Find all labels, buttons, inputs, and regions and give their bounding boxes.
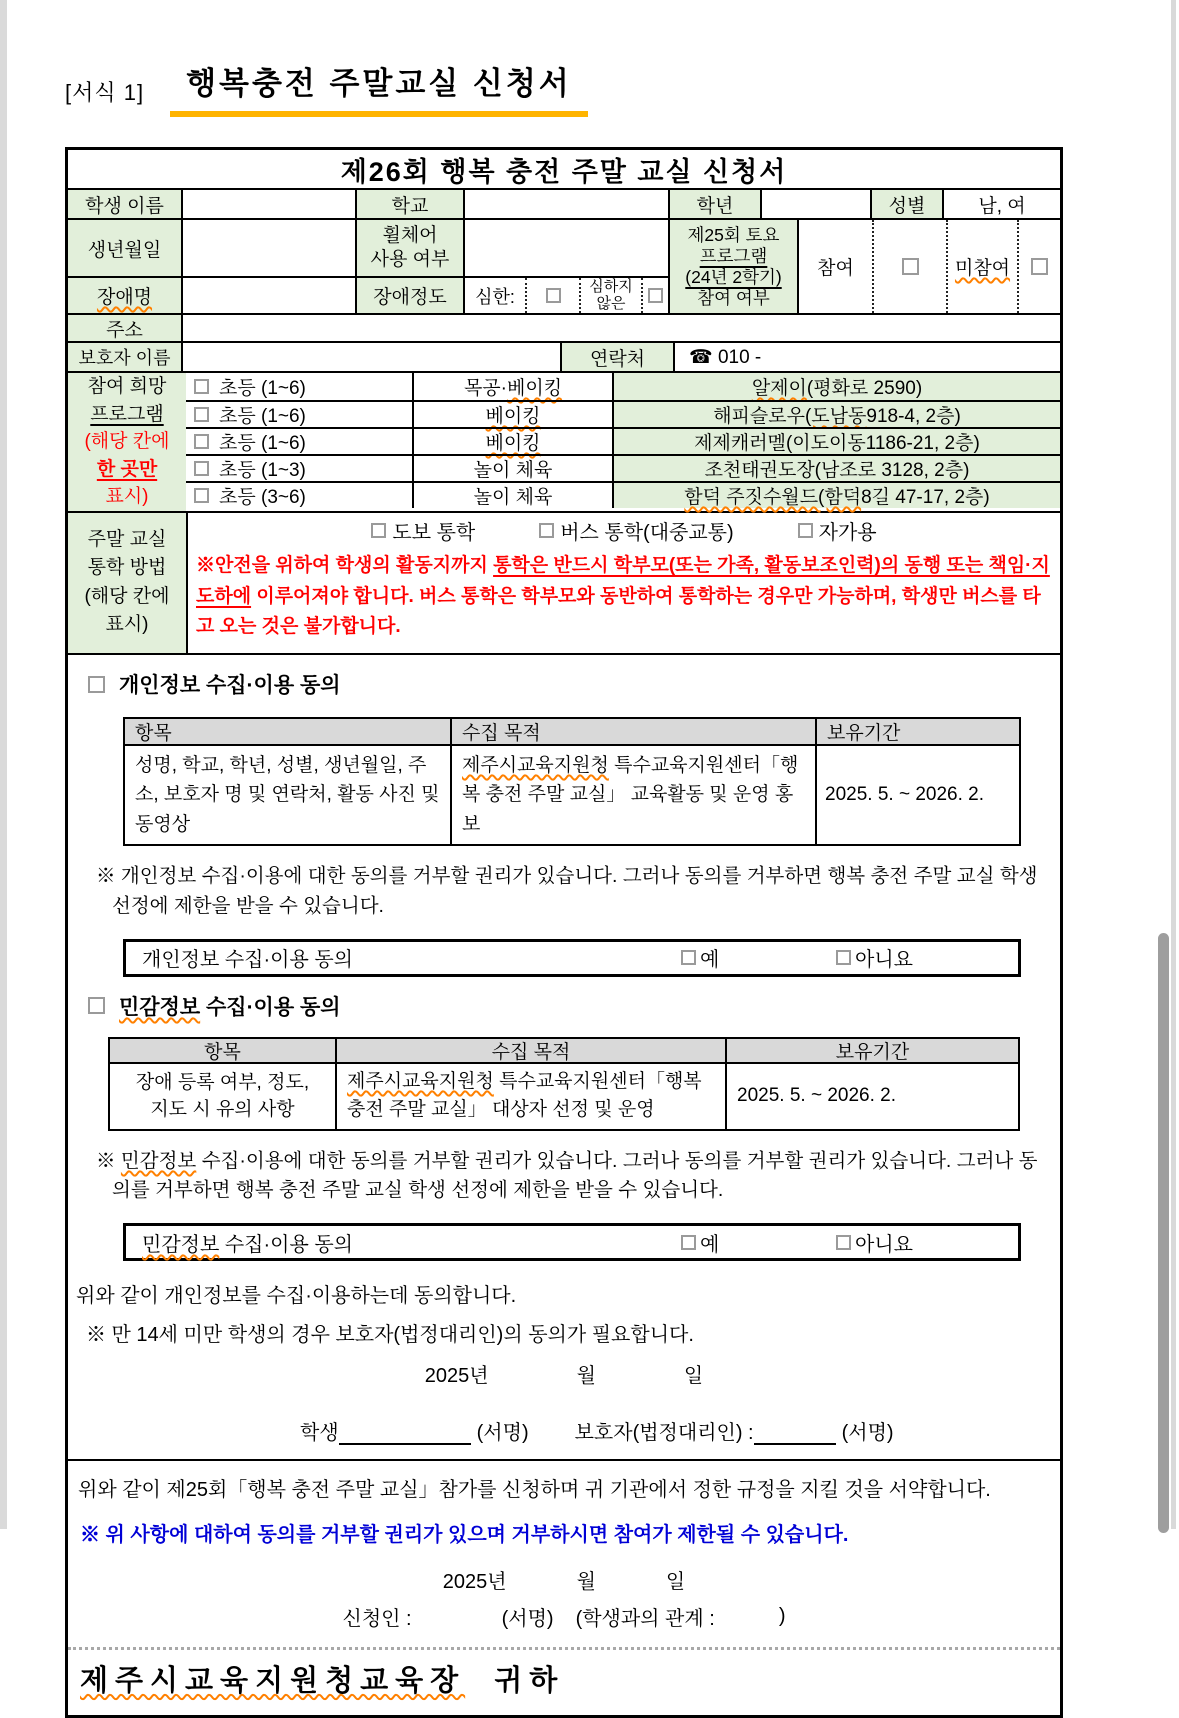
address-label: 주소 — [68, 315, 181, 341]
privacy-col-items: 항목 — [135, 723, 172, 745]
car-checkbox[interactable] — [798, 523, 813, 538]
consent-section — [68, 653, 1060, 1459]
sensitive-table — [108, 1037, 1020, 1131]
program-5-checkbox[interactable] — [194, 488, 209, 503]
sensitive-purpose: 제주시교육지원청 특수교육지원센터「행복 충전 주말 교실」 대상자 선정 및 운영 — [335, 1064, 725, 1129]
birthdate-label: 생년월일 — [87, 239, 162, 261]
recipient-name: 제주시교육지원청교육장 — [80, 1665, 466, 1698]
program-1-grade: 초등 (1~6) — [186, 373, 412, 400]
walk-option: 도보 통학 — [371, 516, 475, 545]
gender-value: 남, 여 — [942, 190, 1060, 218]
relation-blank[interactable] — [715, 1606, 779, 1628]
program-4-checkbox[interactable] — [194, 461, 209, 476]
pledge-date-line — [68, 1565, 1060, 1594]
transport-block-label: 주말 교실 통학 방법 (해당 칸에 표시) — [68, 513, 186, 653]
col-inputs-2 — [463, 220, 668, 313]
privacy-table-header — [125, 719, 1019, 744]
col-labels — [68, 220, 181, 313]
privacy-items: 성명, 학교, 학년, 성별, 생년월일, 주소, 보호자 명 및 연락처, 활동 사진 및 동영상 — [135, 755, 440, 835]
privacy-note: ※ 개인정보 수집·이용에 대한 동의를 거부할 권리가 있습니다. 그러나 동의를 거부하면 행복 충전 주말 교실 학생 선정에 제한을 받을 수 있습니다. — [96, 865, 1038, 917]
bus-checkbox[interactable] — [539, 523, 554, 538]
pledge-day: 일 — [665, 1571, 686, 1594]
relation-close: ) — [778, 1605, 786, 1628]
sensitive-no-checkbox[interactable] — [836, 1235, 851, 1250]
attend-checkbox[interactable] — [902, 258, 919, 275]
gender-label: 성별 — [870, 190, 942, 218]
attend-checkbox-cell — [872, 220, 946, 313]
program-block — [68, 371, 1060, 511]
program-3-checkbox[interactable] — [194, 434, 209, 449]
attend-label: 참여 — [817, 258, 854, 279]
privacy-consent-label: 개인정보 수집·이용 동의 — [142, 949, 353, 972]
not-severe-label: 심하지 않은 — [579, 278, 641, 313]
scrollbar-thumb[interactable] — [1158, 933, 1169, 1533]
application-form-table — [65, 147, 1063, 1718]
program-4-grade: 초등 (1~3) — [186, 456, 412, 481]
declaration-date-line — [68, 1359, 1060, 1388]
not-attend-label: 미참여 — [946, 220, 1017, 313]
program-5-grade: 초등 (3~6) — [186, 483, 412, 508]
phone-input-cell[interactable]: ☎ 010 - — [673, 343, 1060, 371]
program-4-name: 놀이 체육 — [412, 456, 612, 481]
disability-degree-label: 장애정도 — [357, 276, 463, 313]
pledge-section — [68, 1459, 1060, 1715]
guardian-row — [68, 341, 1060, 371]
saturday-program-label: 제25회 토요 프로그램 (24년 2학기) 참여 여부 — [668, 220, 797, 313]
applicant-label: 신청인 : — [342, 1608, 412, 1631]
sensitive-yes-option: 예 — [681, 1228, 836, 1257]
privacy-yes-option: 예 — [681, 943, 836, 972]
sensitive-period: 2025. 5. ~ 2026. 2. — [725, 1064, 1018, 1129]
birth-disability-rows — [68, 218, 1060, 313]
privacy-no-option: 아니요 — [836, 943, 913, 972]
student-sign-suffix: (서명) — [476, 1422, 529, 1445]
col-labels-2 — [355, 220, 463, 313]
program-row-5 — [186, 481, 1060, 508]
program-row-4 — [186, 454, 1060, 481]
privacy-table-row — [125, 744, 1019, 844]
declaration-year: 2025년 — [424, 1365, 489, 1388]
program-rows — [186, 373, 1060, 511]
declaration-day: 일 — [683, 1365, 704, 1388]
sensitive-col-purpose: 수집 목적 — [335, 1039, 725, 1062]
privacy-section-checkbox[interactable] — [88, 676, 105, 693]
program-1-location: 알제이 (평화로 2590) — [612, 373, 1060, 400]
sensitive-consent-header — [88, 991, 1060, 1021]
address-input-cell[interactable] — [181, 315, 1060, 341]
program-1-checkbox[interactable] — [194, 379, 209, 394]
privacy-consent-header: 개인정보 수집·이용 동의 — [88, 669, 1060, 699]
birthdate-input-cell[interactable] — [183, 220, 355, 276]
program-4-location: 조천태권도장(남조로 3128, 2층) — [612, 456, 1060, 481]
program-2-name: 베이킹 — [412, 402, 612, 427]
sensitive-consent-box — [123, 1223, 1021, 1261]
student-row — [68, 188, 1060, 218]
program-5-name: 놀이 체육 — [412, 483, 612, 508]
program-5-location: 함덕 주짓수월드(함덕 8길 47-17, 2층) — [612, 483, 1060, 508]
privacy-col-purpose: 수집 목적 — [450, 719, 815, 744]
disability-name-label: 장애명 — [68, 276, 181, 313]
privacy-col-period: 보유기간 — [815, 719, 1019, 744]
signature-line — [68, 1416, 1060, 1445]
privacy-period: 2025. 5. ~ 2026. 2. — [815, 746, 1019, 844]
document-title: 행복충전 주말교실 신청서 — [170, 58, 588, 117]
sensitive-yes-checkbox[interactable] — [681, 1235, 696, 1250]
privacy-no-checkbox[interactable] — [836, 950, 851, 965]
program-3-name: 베이킹 — [412, 429, 612, 454]
guardian-sign-suffix: (서명) — [841, 1422, 894, 1445]
student-name-input-cell[interactable] — [181, 190, 355, 218]
refusal-right-note: ※ 위 사항에 대하여 동의를 거부할 권리가 있으며 거부하시면 참여가 제한될 수 있습니다. — [80, 1524, 849, 1547]
form-title: 제26회 행복 충전 주말 교실 신청서 — [340, 156, 788, 187]
walk-checkbox[interactable] — [371, 523, 386, 538]
guardian-signature-blank[interactable] — [754, 1421, 836, 1445]
privacy-yes-checkbox[interactable] — [681, 950, 696, 965]
transport-options — [188, 513, 1060, 549]
school-input-cell[interactable] — [463, 190, 668, 218]
transport-block — [68, 511, 1060, 653]
sensitive-title: 민감정보 수집·이용 동의 — [119, 995, 341, 1019]
car-option: 자가용 — [798, 516, 877, 545]
recipient-line — [68, 1650, 1060, 1709]
sensitive-note: ※ 민감정보 수집·이용에 대한 동의를 거부할 권리가 있습니다. 그러나 동의를 거부할 권리가 있습니다. 그러나 동의를 거부하면 행복 충전 주말 교실 학생 선정에 제한을 받을 수 있습니다. — [96, 1149, 1038, 1202]
applicant-sign-suffix: (서명) — [501, 1608, 554, 1631]
minor-consent-note: ※ 만 14세 미만 학생의 경우 보호자(법정대리인)의 동의가 필요합니다. — [86, 1324, 694, 1347]
sensitive-col-items: 항목 — [204, 1041, 241, 1063]
sensitive-table-row — [110, 1062, 1018, 1129]
transport-safety-note: ※안전을 위하여 학생의 활동지까지 통학은 반드시 학부모(또는 가족, 활동보조인력)의 동행 또는 책임·지도하에 이루어져야 합니다. 버스 통학은 학부모와 동반하여 통학하는 경우만 가능하며, 학생만 버스를 타고 오는 것은 불가합니다. — [196, 554, 1050, 638]
applicant-signature-blank[interactable] — [412, 1606, 502, 1628]
not-attend-checkbox[interactable] — [1031, 258, 1048, 275]
sensitive-table-header — [110, 1039, 1018, 1062]
contact-label: 연락처 — [560, 343, 673, 371]
program-2-location: 해피슬로우 (도남동 918-4, 2층) — [612, 402, 1060, 427]
recipient-suffix: 귀하 — [494, 1665, 565, 1698]
pledge-month: 월 — [576, 1571, 596, 1594]
document — [65, 58, 1063, 1718]
program-3-location: 제제캐러멜(이도이동1186-21, 2층) — [612, 429, 1060, 454]
privacy-table — [123, 717, 1021, 846]
severe-checkbox[interactable] — [546, 288, 561, 303]
sensitive-section-checkbox[interactable] — [88, 997, 105, 1014]
guardian-sign-label: 보호자(법정대리인) : — [574, 1422, 754, 1445]
form-tag: [서식 1] — [65, 80, 145, 105]
program-block-label: 참여 희망 프로그램 (해당 칸에 한 곳만 표시) — [68, 373, 186, 511]
pledge-statement: 위와 같이 제25회「행복 충전 주말 교실」참가를 신청하며 귀 기관에서 정한 규정을 지킬 것을 서약합니다. — [78, 1479, 991, 1502]
sensitive-col-period: 보유기간 — [725, 1039, 1018, 1062]
grade-input-cell[interactable] — [760, 190, 870, 218]
program-1-name: 목공· 베이킹 — [412, 373, 612, 400]
guardian-name-input-cell[interactable] — [181, 343, 560, 371]
page-left-edge — [0, 0, 7, 1529]
program-2-grade: 초등 (1~6) — [186, 402, 412, 427]
student-sign-label: 학생 — [300, 1422, 339, 1445]
transport-content — [186, 513, 1060, 653]
not-severe-checkbox[interactable] — [648, 288, 663, 303]
grade-label: 학년 — [668, 190, 760, 218]
sensitive-items: 장애 등록 여부, 정도, 지도 시 유의 사항 — [135, 1071, 310, 1121]
sensitive-no-option: 아니요 — [836, 1228, 913, 1257]
disability-degree-cell — [465, 276, 668, 313]
saturday-attendance-cell — [797, 220, 1060, 313]
not-severe-checkbox-cell — [641, 278, 668, 313]
program-3-grade: 초등 (1~6) — [186, 429, 412, 454]
not-attend-checkbox-cell — [1017, 220, 1060, 313]
privacy-purpose: 제주시교육지원청 특수교육지원센터「행복 충전 주말 교실」 교육활동 및 운영 홍보 — [450, 746, 815, 844]
relation-label: (학생과의 관계 : — [575, 1608, 715, 1631]
disability-name-input-cell[interactable] — [183, 276, 355, 313]
severe-label: 심한: — [475, 286, 515, 307]
pledge-year: 2025년 — [442, 1571, 507, 1594]
program-row-1 — [186, 373, 1060, 400]
scrollbar-track[interactable] — [1171, 0, 1176, 1529]
wheelchair-label: 휠체어 사용 여부 — [370, 225, 450, 270]
wheelchair-input-cell[interactable] — [465, 220, 668, 276]
privacy-consent-box — [123, 939, 1021, 977]
agreement-statement: 위와 같이 개인정보를 수집·이용하는데 동의합니다. — [76, 1285, 517, 1308]
document-headline — [65, 58, 1063, 117]
applicant-line — [68, 1602, 1060, 1631]
student-name-label: 학생 이름 — [68, 190, 181, 218]
program-row-3 — [186, 427, 1060, 454]
student-signature-blank[interactable] — [339, 1421, 471, 1445]
bus-option: 버스 통학(대중교통) — [539, 516, 733, 545]
program-row-2 — [186, 400, 1060, 427]
address-row — [68, 313, 1060, 341]
program-2-checkbox[interactable] — [194, 407, 209, 422]
declaration-month: 월 — [576, 1365, 596, 1388]
sensitive-consent-label: 민감정보 수집·이용 동의 — [142, 1233, 353, 1256]
severe-checkbox-cell — [525, 278, 579, 313]
form-title-row — [68, 150, 1060, 188]
col-inputs-1 — [181, 220, 355, 313]
guardian-name-label: 보호자 이름 — [68, 343, 181, 371]
school-label: 학교 — [355, 190, 463, 218]
